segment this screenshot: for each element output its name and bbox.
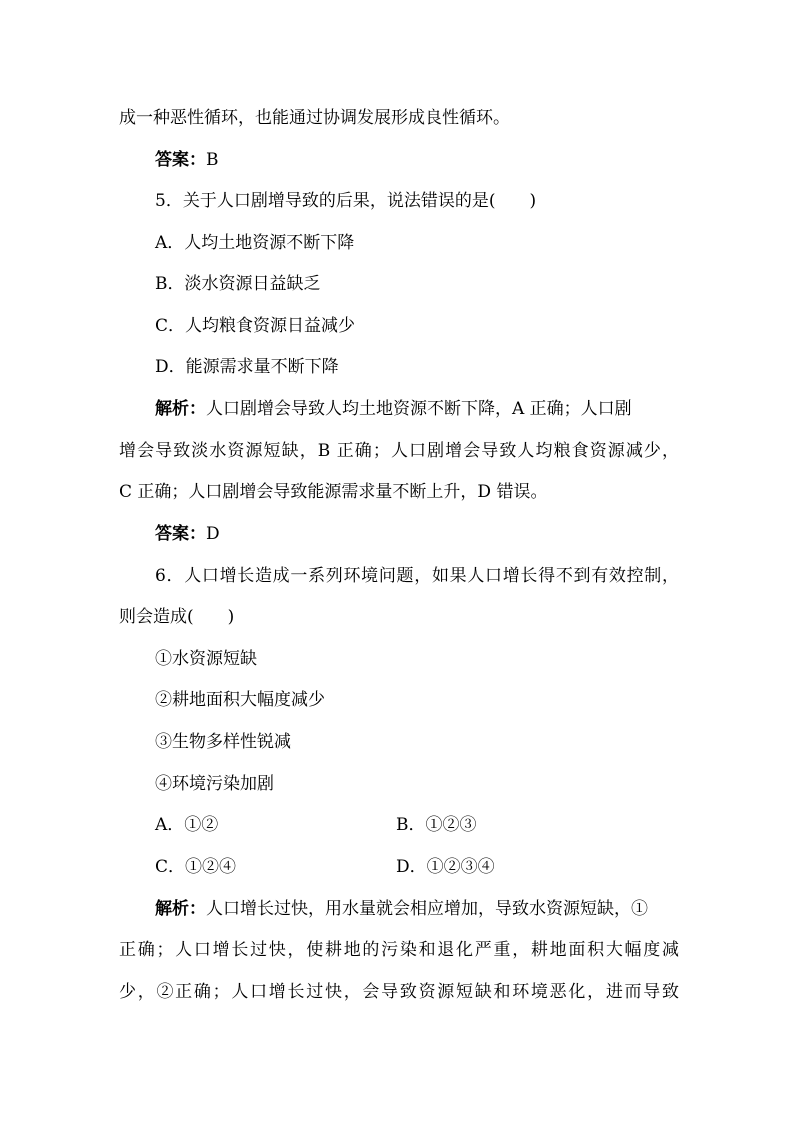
explanation-text: 人口增长过快，用水量就会相应增加，导致水资源短缺，①	[206, 899, 648, 919]
question-6-option-d: D．①②③④	[396, 857, 495, 877]
answer-value: B	[206, 150, 219, 170]
answer-4	[155, 149, 715, 171]
explanation-6-line-2: 正确；人口增长过快，使耕地的污染和退化严重，耕地面积大幅度减	[119, 940, 679, 960]
explanation-label: 解析：	[155, 899, 206, 919]
question-5-option-b: B．淡水资源日益缺乏	[155, 274, 321, 294]
answer-label: 答案：	[155, 524, 206, 544]
explanation-6-line-3: 少，②正确；人口增长过快，会导致资源短缺和环境恶化，进而导致	[119, 982, 679, 1002]
answer-label: 答案：	[155, 150, 206, 170]
question-6-item-2: ②耕地面积大幅度减少	[155, 690, 325, 710]
question-6-item-3: ③生物多样性锐减	[155, 732, 291, 752]
question-6-option-a: A．①②	[155, 815, 219, 835]
explanation-5-line-2: 增会导致淡水资源短缺，B 正确；人口剧增会导致人均粮食资源减少，	[119, 441, 679, 461]
answer-value: D	[206, 524, 220, 544]
question-6-stem-line-2: 则会造成( )	[119, 607, 235, 627]
answer-5	[155, 523, 715, 545]
text-line: 成一种恶性循环，也能通过协调发展形成良性循环。	[119, 108, 510, 128]
question-6-item-4: ④环境污染加剧	[155, 774, 274, 794]
explanation-text: 人口剧增会导致人均土地资源不断下降，A 正确；人口剧	[206, 399, 632, 419]
question-5-option-c: C．人均粮食资源日益减少	[155, 316, 356, 336]
explanation-5-line-1	[155, 398, 679, 420]
question-5-option-a: A．人均土地资源不断下降	[155, 233, 355, 253]
question-5-stem: 5．关于人口剧增导致的后果，说法错误的是( )	[155, 191, 537, 211]
explanation-5-line-3: C 正确；人口剧增会导致能源需求量不断上升，D 错误。	[119, 482, 548, 502]
question-6-option-c: C．①②④	[155, 857, 237, 877]
question-6-item-1: ①水资源短缺	[155, 649, 257, 669]
explanation-6-line-1	[155, 898, 679, 920]
question-6-option-b: B．①②③	[396, 815, 477, 835]
question-5-option-d: D．能源需求量不断下降	[155, 357, 339, 377]
explanation-label: 解析：	[155, 399, 206, 419]
question-6-stem-line-1: 6．人口增长造成一系列环境问题，如果人口增长得不到有效控制，	[155, 566, 679, 586]
